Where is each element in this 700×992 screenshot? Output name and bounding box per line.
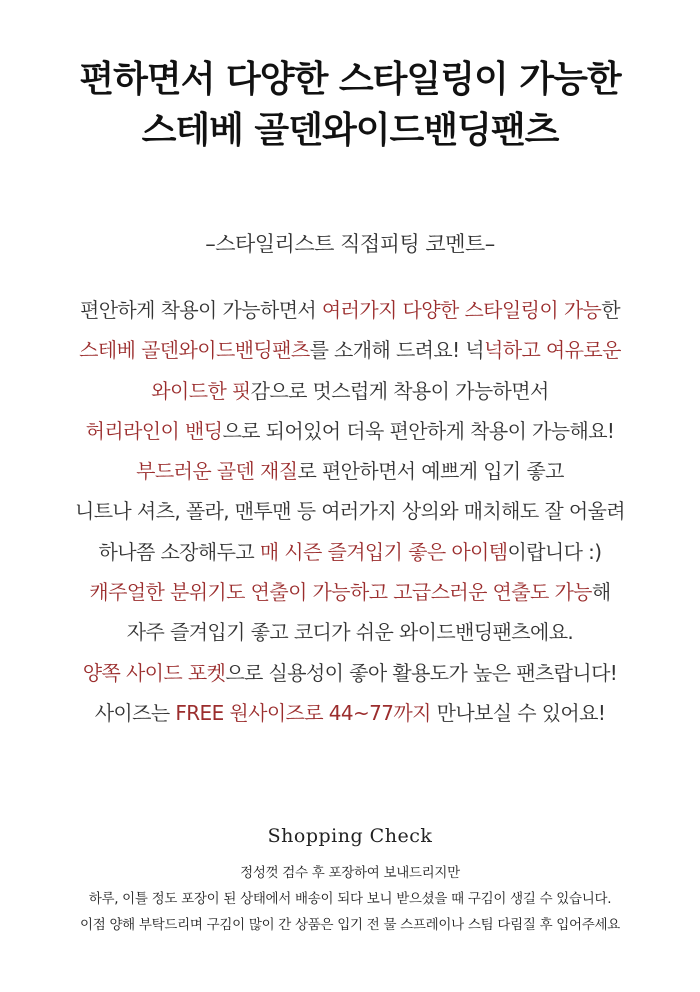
highlighted-text: 여러가지 다양한 스타일링이 가능 — [321, 298, 602, 322]
comment-text: 를 소개해 드려요! 넉 — [309, 338, 485, 363]
comment-text: 이랍니다 :) — [507, 539, 602, 564]
title-line-1: 편하면서 다양한 스타일링이 가능한 — [79, 59, 621, 100]
highlighted-text: FREE 원사이즈로 44~77까지 — [175, 700, 431, 725]
comment-line — [0, 451, 700, 491]
comment-line — [0, 693, 700, 733]
highlighted-text: 부드러운 골덴 재질 — [136, 459, 298, 484]
comment-line — [0, 653, 700, 693]
comment-line — [0, 612, 700, 652]
highlighted-text: 캐주얼한 분위기도 연출이 가능하고 고급스러운 연출도 가능 — [89, 580, 592, 605]
highlighted-text: 넉하고 여유로운 — [484, 338, 621, 363]
stylist-comment-heading: –스타일리스트 직접피팅 코멘트– — [205, 232, 495, 256]
comment-text: 자주 즐겨입기 좋고 코디가 쉬운 와이드밴딩팬츠에요. — [126, 620, 574, 645]
stylist-comment-body — [0, 290, 700, 733]
highlighted-text: 허리라인이 밴딩 — [85, 418, 223, 443]
comment-text: 편안하게 착용이 가능하면서 — [79, 298, 322, 322]
highlighted-text: 스테베 골덴와이드밴딩팬츠 — [79, 338, 310, 363]
comment-line — [0, 371, 700, 411]
comment-text: 으로 실용성이 좋아 활용도가 높은 팬츠랍니다! — [225, 660, 618, 685]
comment-line — [0, 330, 700, 370]
comment-text: 니트나 셔츠, 폴라, 맨투맨 등 여러가지 상의와 매치해도 잘 어울려 — [74, 499, 626, 524]
shopping-check-line: 이점 양해 부탁드리며 구김이 많이 간 상품은 입기 전 물 스프레이나 스팀 다림질 후 입어주세요 — [79, 917, 621, 933]
comment-line — [0, 572, 700, 612]
comment-text: 만나보실 수 있어요! — [430, 700, 606, 725]
highlighted-text: 양쪽 사이드 포켓 — [82, 660, 226, 685]
comment-line — [0, 290, 700, 330]
shopping-check-body — [0, 860, 700, 938]
highlighted-text: 매 시즌 즐겨입기 좋은 아이템 — [259, 539, 508, 564]
comment-line — [0, 411, 700, 451]
comment-line — [0, 532, 700, 572]
comment-text: 해 — [591, 580, 611, 605]
shopping-check-line: 정성껏 검수 후 포장하여 보내드리지만 — [240, 865, 460, 881]
comment-text: 한 — [601, 298, 620, 322]
title-line-2: 스테베 골덴와이드밴딩팬츠 — [141, 110, 559, 151]
comment-text: 로 편안하면서 예쁘게 입기 좋고 — [297, 459, 564, 484]
highlighted-text: 와이드한 핏 — [151, 378, 251, 403]
comment-text: 하나쯤 소장해두고 — [98, 539, 260, 564]
comment-text: 으로 되어있어 더욱 편안하게 착용이 가능해요! — [222, 418, 615, 443]
comment-text: 사이즈는 — [94, 700, 176, 725]
shopping-check-line: 하루, 이틀 정도 포장이 된 상태에서 배송이 되다 보니 받으셨을 때 구김이 생길 수 있습니다. — [88, 891, 612, 907]
shopping-check-title: Shopping Check — [267, 825, 433, 847]
comment-text: 감으로 멋스럽게 착용이 가능하면서 — [250, 378, 549, 403]
comment-line — [0, 491, 700, 531]
